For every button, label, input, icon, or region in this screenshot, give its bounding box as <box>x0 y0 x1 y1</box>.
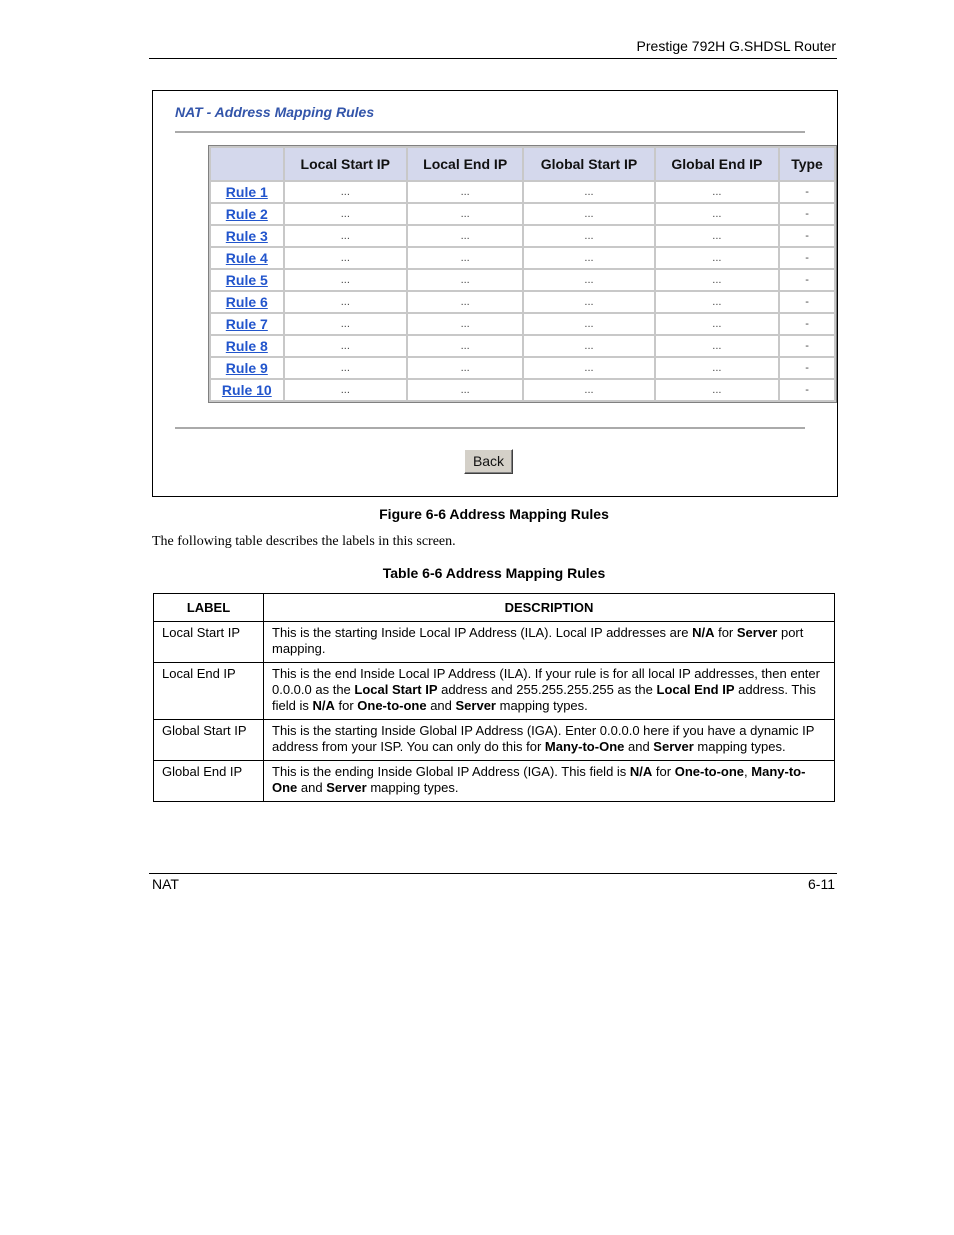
global-end-ip-cell: ... <box>656 336 778 356</box>
type-cell: - <box>780 358 834 378</box>
local-end-ip-cell: ... <box>408 380 522 400</box>
label-cell: Local End IP <box>154 663 264 720</box>
local-end-ip-cell: ... <box>408 226 522 246</box>
global-end-ip-cell: ... <box>656 182 778 202</box>
page-number: 6-11 <box>808 876 835 892</box>
description-bold-text: One-to-one <box>357 698 427 713</box>
local-start-ip-cell: ... <box>285 226 406 246</box>
local-start-ip-cell: ... <box>285 248 406 268</box>
label-cell: Global End IP <box>154 761 264 802</box>
label-column-header: LABEL <box>154 594 264 622</box>
page-footer <box>149 873 837 896</box>
global-start-ip-cell: ... <box>524 204 653 224</box>
local-start-ip-cell: ... <box>285 380 406 400</box>
type-cell: - <box>780 182 834 202</box>
description-text: mapping types. <box>693 739 786 754</box>
description-bold-text: Server <box>455 698 496 713</box>
local-start-ip-cell: ... <box>285 182 406 202</box>
rule-link[interactable]: Rule 4 <box>225 250 268 266</box>
local-start-ip-cell: ... <box>285 204 406 224</box>
local-end-ip-cell: ... <box>408 336 522 356</box>
description-text: mapping types. <box>496 698 588 713</box>
local-start-ip-cell: ... <box>285 292 406 312</box>
description-text: This is the starting Inside Global IP Address (IGA). Enter 0.0.0.0 here if you have a dynamic IP address from your ISP. You can only do this for <box>272 723 815 754</box>
table-row <box>211 182 834 202</box>
column-header-global-start-ip: Global Start IP <box>524 148 653 180</box>
local-end-ip-cell: ... <box>408 182 522 202</box>
local-end-ip-cell: ... <box>408 314 522 334</box>
rule-cell <box>211 336 283 356</box>
local-end-ip-cell: ... <box>408 204 522 224</box>
rule-link[interactable]: Rule 7 <box>225 316 268 332</box>
back-button[interactable]: Back <box>464 449 513 474</box>
description-bold-text: Server <box>736 625 778 640</box>
rule-cell <box>211 226 283 246</box>
rule-link[interactable]: Rule 5 <box>225 272 268 288</box>
description-cell <box>264 622 835 663</box>
type-cell: - <box>780 270 834 290</box>
global-start-ip-cell: ... <box>524 292 653 312</box>
label-cell: Local Start IP <box>154 622 264 663</box>
description-bold-text: Local End IP <box>656 682 735 697</box>
rule-cell <box>211 292 283 312</box>
global-end-ip-cell: ... <box>656 380 778 400</box>
global-start-ip-cell: ... <box>524 270 653 290</box>
column-header-local-start-ip: Local Start IP <box>285 148 406 180</box>
description-bold-text: One-to-one <box>674 764 745 779</box>
rule-link[interactable]: Rule 10 <box>221 382 272 398</box>
table-row <box>211 314 834 334</box>
description-text: for <box>334 698 358 713</box>
rule-link[interactable]: Rule 2 <box>225 206 268 222</box>
description-text: and <box>297 780 327 795</box>
description-bold-text: Local Start IP <box>354 682 438 697</box>
rule-cell <box>211 358 283 378</box>
description-text: This is the end Inside Local IP Address (ILA). If your rule is for all local IP addresses, then enter 0.0.0.0 as the <box>272 666 820 697</box>
description-cell <box>264 761 835 802</box>
local-end-ip-cell: ... <box>408 248 522 268</box>
local-start-ip-cell: ... <box>285 336 406 356</box>
divider-top <box>175 131 805 133</box>
page-header <box>149 36 837 59</box>
table-header-row <box>211 148 834 180</box>
global-end-ip-cell: ... <box>656 358 778 378</box>
global-start-ip-cell: ... <box>524 336 653 356</box>
global-end-ip-cell: ... <box>656 226 778 246</box>
local-start-ip-cell: ... <box>285 358 406 378</box>
description-text: address. This field is <box>272 682 816 713</box>
global-end-ip-cell: ... <box>656 204 778 224</box>
description-cell <box>264 663 835 720</box>
chapter-name: NAT <box>152 876 179 892</box>
description-text: for <box>714 625 737 640</box>
global-start-ip-cell: ... <box>524 314 653 334</box>
type-cell: - <box>780 314 834 334</box>
local-start-ip-cell: ... <box>285 314 406 334</box>
rule-link[interactable]: Rule 1 <box>225 184 268 200</box>
local-start-ip-cell: ... <box>285 270 406 290</box>
description-bold-text: Server <box>653 739 694 754</box>
column-header-local-end-ip: Local End IP <box>408 148 522 180</box>
description-text: and <box>624 739 654 754</box>
type-cell: - <box>780 336 834 356</box>
column-header-rule <box>211 148 283 180</box>
global-end-ip-cell: ... <box>656 292 778 312</box>
table-row <box>211 270 834 290</box>
description-bold-text: N/A <box>312 698 335 713</box>
rule-cell <box>211 182 283 202</box>
description-cell <box>264 720 835 761</box>
rule-link[interactable]: Rule 6 <box>225 294 268 310</box>
description-text: , <box>744 764 752 779</box>
table-row <box>211 380 834 400</box>
table-row <box>211 204 834 224</box>
description-text: port mapping. <box>272 625 804 656</box>
description-bold-text: Many-to-One <box>272 764 806 795</box>
description-text: and <box>426 698 456 713</box>
table-row <box>211 336 834 356</box>
description-row <box>154 720 835 761</box>
rule-cell <box>211 248 283 268</box>
intro-text: The following table describes the labels in this screen. <box>152 534 456 549</box>
type-cell: - <box>780 226 834 246</box>
description-text: mapping types. <box>366 780 459 795</box>
description-row <box>154 622 835 663</box>
global-start-ip-cell: ... <box>524 380 653 400</box>
description-text: for <box>652 764 675 779</box>
description-text: address and 255.255.255.255 as the <box>437 682 657 697</box>
description-row <box>154 663 835 720</box>
description-bold-text: N/A <box>692 625 715 640</box>
table-caption: Table 6-6 Address Mapping Rules <box>382 565 606 581</box>
global-end-ip-cell: ... <box>656 248 778 268</box>
address-mapping-table <box>208 145 837 403</box>
rule-link[interactable]: Rule 8 <box>225 338 268 354</box>
rule-cell <box>211 380 283 400</box>
divider-bottom <box>175 427 805 429</box>
description-text: This is the ending Inside Global IP Address (IGA). This field is <box>272 764 630 779</box>
screenshot-frame <box>152 90 838 497</box>
rule-cell <box>211 270 283 290</box>
rule-link[interactable]: Rule 3 <box>225 228 268 244</box>
type-cell: - <box>780 292 834 312</box>
description-text: This is the starting Inside Local IP Address (ILA). Local IP addresses are <box>272 625 693 640</box>
description-bold-text: Many-to-One <box>544 739 625 754</box>
description-column-header: DESCRIPTION <box>264 594 835 622</box>
type-cell: - <box>780 204 834 224</box>
description-header-row <box>154 594 835 622</box>
global-end-ip-cell: ... <box>656 270 778 290</box>
rule-cell <box>211 204 283 224</box>
table-row <box>211 292 834 312</box>
rule-cell <box>211 314 283 334</box>
global-start-ip-cell: ... <box>524 182 653 202</box>
local-end-ip-cell: ... <box>408 292 522 312</box>
label-cell: Global Start IP <box>154 720 264 761</box>
figure-caption: Figure 6-6 Address Mapping Rules <box>379 506 609 522</box>
local-end-ip-cell: ... <box>408 358 522 378</box>
global-start-ip-cell: ... <box>524 248 653 268</box>
global-end-ip-cell: ... <box>656 314 778 334</box>
global-start-ip-cell: ... <box>524 358 653 378</box>
description-row <box>154 761 835 802</box>
rule-link[interactable]: Rule 9 <box>225 360 268 376</box>
description-table <box>153 593 835 802</box>
table-row <box>211 226 834 246</box>
description-bold-text: N/A <box>629 764 653 779</box>
global-start-ip-cell: ... <box>524 226 653 246</box>
type-cell: - <box>780 248 834 268</box>
column-header-global-end-ip: Global End IP <box>656 148 778 180</box>
table-row <box>211 248 834 268</box>
screen-title: NAT - Address Mapping Rules <box>175 104 375 120</box>
type-cell: - <box>780 380 834 400</box>
description-bold-text: Server <box>326 780 367 795</box>
local-end-ip-cell: ... <box>408 270 522 290</box>
document-title: Prestige 792H G.SHDSL Router <box>636 38 836 54</box>
table-row <box>211 358 834 378</box>
column-header-type: Type <box>780 148 834 180</box>
